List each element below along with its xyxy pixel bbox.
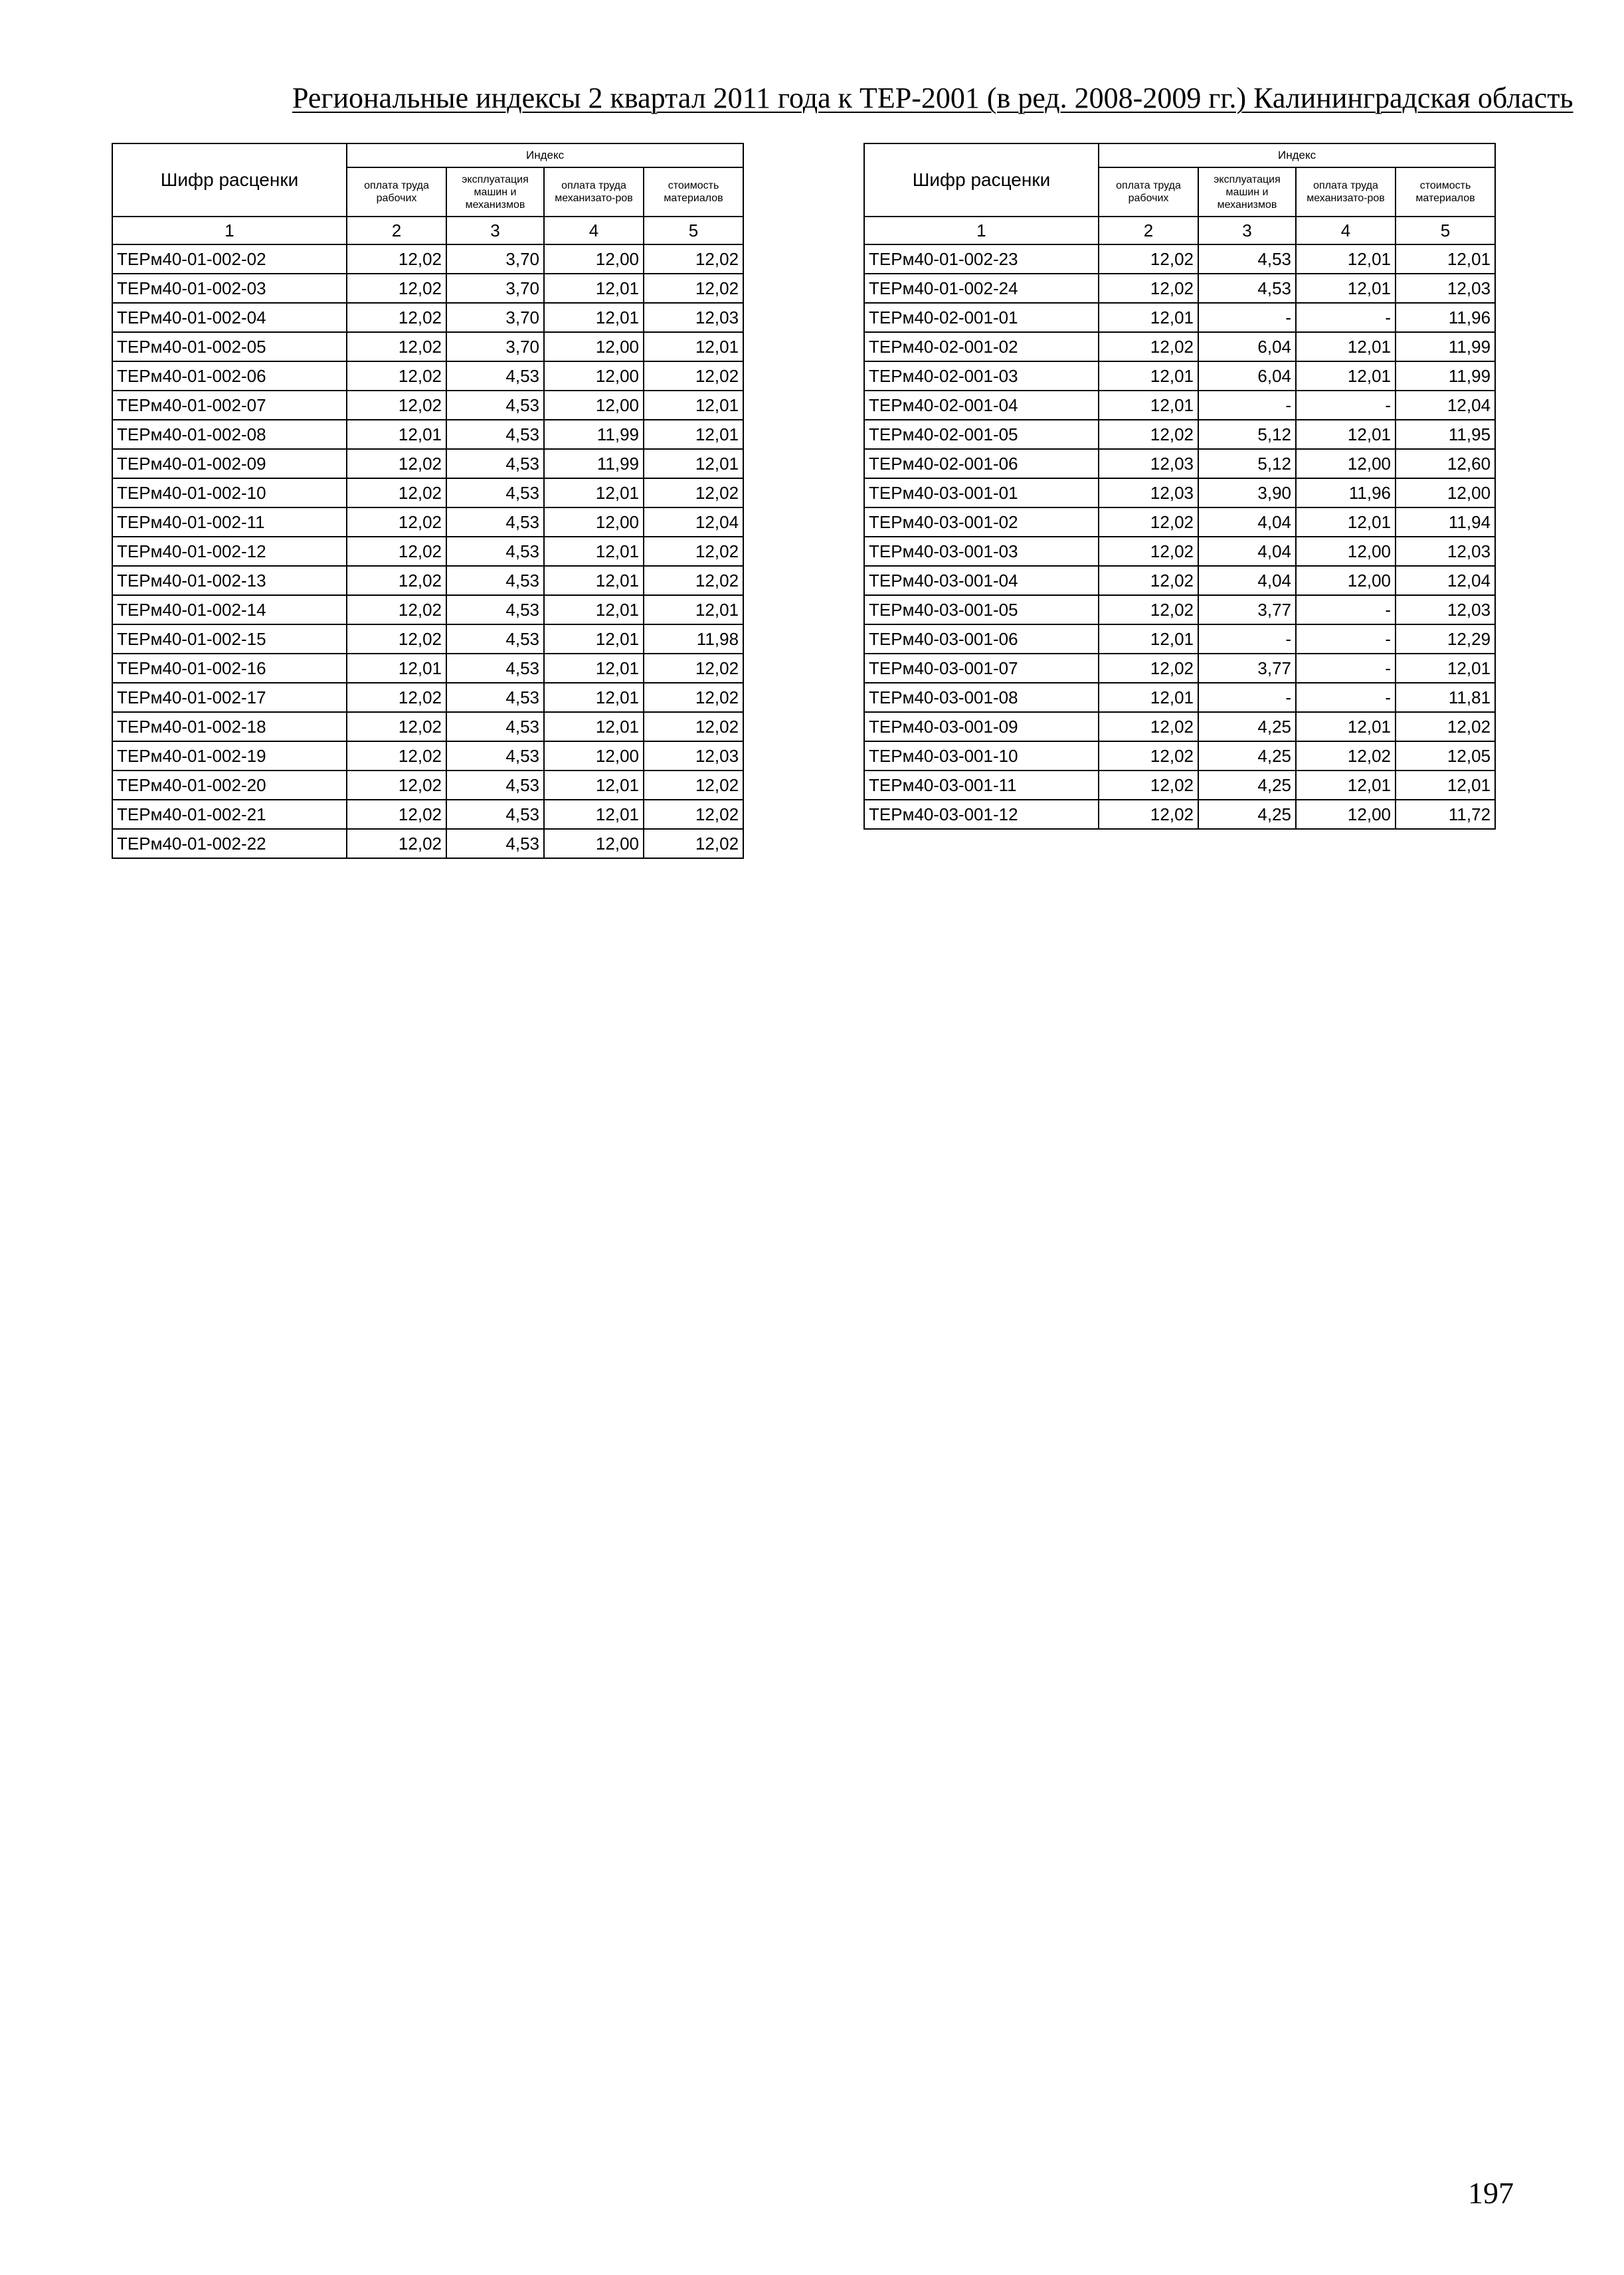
index-value-cell: 4,53	[446, 712, 544, 741]
index-value-cell: 12,02	[1396, 712, 1495, 741]
rate-code-cell: ТЕРм40-01-002-21	[112, 800, 347, 829]
index-value-cell: 12,02	[644, 683, 743, 712]
index-value-cell: 12,02	[644, 800, 743, 829]
index-value-cell: 12,01	[1099, 624, 1198, 654]
header-col-number: 2	[347, 217, 446, 244]
index-value-cell: 3,70	[446, 244, 544, 274]
index-value-cell: 12,02	[644, 566, 743, 595]
index-value-cell: 11,99	[544, 420, 644, 449]
index-value-cell: 6,04	[1198, 332, 1296, 361]
index-value-cell: 11,99	[1396, 332, 1495, 361]
rate-code-cell: ТЕРм40-01-002-06	[112, 361, 347, 391]
index-value-cell: 12,02	[1099, 507, 1198, 537]
table-row	[112, 800, 743, 829]
index-value-cell: 12,00	[544, 361, 644, 391]
index-value-cell: 12,00	[544, 244, 644, 274]
rate-code-cell: ТЕРм40-02-001-06	[864, 449, 1099, 478]
index-value-cell: 4,53	[446, 478, 544, 507]
index-value-cell: 11,96	[1296, 478, 1396, 507]
index-value-cell: 3,70	[446, 332, 544, 361]
index-value-cell: 12,01	[644, 420, 743, 449]
table-row	[112, 449, 743, 478]
table-row	[864, 361, 1495, 391]
table-row	[864, 507, 1495, 537]
index-value-cell: 12,00	[544, 741, 644, 771]
table-row	[864, 683, 1495, 712]
table-row	[112, 595, 743, 624]
index-value-cell: -	[1198, 391, 1296, 420]
rate-code-cell: ТЕРм40-03-001-04	[864, 566, 1099, 595]
index-value-cell: 5,12	[1198, 420, 1296, 449]
header-col-number: 3	[446, 217, 544, 244]
index-value-cell: 11,99	[544, 449, 644, 478]
index-value-cell: 12,02	[644, 361, 743, 391]
header-col-number: 4	[544, 217, 644, 244]
table-row	[864, 771, 1495, 800]
index-value-cell: 4,53	[446, 741, 544, 771]
table-row	[864, 654, 1495, 683]
table-row	[112, 361, 743, 391]
index-value-cell: 12,02	[644, 274, 743, 303]
rate-code-cell: ТЕРм40-03-001-12	[864, 800, 1099, 829]
index-value-cell: 12,00	[1296, 537, 1396, 566]
header-machines: эксплуатация машин и механизмов	[1198, 167, 1296, 217]
rate-code-cell: ТЕРм40-01-002-24	[864, 274, 1099, 303]
index-value-cell: 12,02	[644, 537, 743, 566]
index-value-cell: 12,02	[1099, 654, 1198, 683]
index-value-cell: 12,00	[544, 829, 644, 858]
rate-code-cell: ТЕРм40-03-001-07	[864, 654, 1099, 683]
index-value-cell: 12,01	[1396, 771, 1495, 800]
index-value-cell: 12,01	[544, 624, 644, 654]
index-value-cell: 3,70	[446, 274, 544, 303]
table-row	[864, 274, 1495, 303]
table-body-right	[864, 244, 1495, 829]
rate-code-cell: ТЕРм40-01-002-18	[112, 712, 347, 741]
index-value-cell: 12,02	[347, 829, 446, 858]
index-value-cell: 12,03	[1396, 274, 1495, 303]
index-value-cell: 12,02	[347, 741, 446, 771]
page-number: 197	[1468, 2176, 1514, 2210]
index-value-cell: 4,53	[446, 624, 544, 654]
index-value-cell: 12,01	[1099, 361, 1198, 391]
index-value-cell: 12,02	[347, 624, 446, 654]
index-value-cell: -	[1198, 624, 1296, 654]
rate-code-cell: ТЕРм40-01-002-17	[112, 683, 347, 712]
index-value-cell: 12,00	[1296, 566, 1396, 595]
rate-code-cell: ТЕРм40-02-001-02	[864, 332, 1099, 361]
table-row	[864, 420, 1495, 449]
index-value-cell: 12,02	[347, 595, 446, 624]
rate-code-cell: ТЕРм40-01-002-14	[112, 595, 347, 624]
index-value-cell: 12,03	[1396, 537, 1495, 566]
rate-code-cell: ТЕРм40-01-002-07	[112, 391, 347, 420]
index-value-cell: 12,00	[1296, 449, 1396, 478]
index-value-cell: 4,04	[1198, 537, 1296, 566]
index-value-cell: 12,02	[644, 771, 743, 800]
index-value-cell: 4,53	[446, 361, 544, 391]
index-value-cell: 12,60	[1396, 449, 1495, 478]
table-row	[864, 391, 1495, 420]
index-value-cell: 12,01	[644, 449, 743, 478]
header-materials: стоимость материалов	[644, 167, 743, 217]
index-value-cell: 4,53	[446, 595, 544, 624]
index-value-cell: 12,02	[347, 537, 446, 566]
index-value-cell: 4,25	[1198, 741, 1296, 771]
index-value-cell: 12,02	[1099, 741, 1198, 771]
table-row	[864, 595, 1495, 624]
table-row	[112, 478, 743, 507]
rate-code-cell: ТЕРм40-01-002-11	[112, 507, 347, 537]
index-value-cell: 12,02	[347, 274, 446, 303]
rate-code-cell: ТЕРм40-03-001-05	[864, 595, 1099, 624]
index-value-cell: 12,01	[1296, 771, 1396, 800]
index-value-cell: -	[1296, 391, 1396, 420]
table-row	[864, 478, 1495, 507]
table-row	[112, 566, 743, 595]
index-value-cell: 12,01	[1099, 683, 1198, 712]
rate-code-cell: ТЕРм40-02-001-04	[864, 391, 1099, 420]
index-value-cell: 12,01	[644, 595, 743, 624]
table-row	[112, 683, 743, 712]
rate-code-cell: ТЕРм40-03-001-01	[864, 478, 1099, 507]
index-value-cell: 12,01	[1296, 712, 1396, 741]
index-value-cell: 12,01	[347, 654, 446, 683]
table-row	[112, 420, 743, 449]
index-value-cell: 4,53	[446, 771, 544, 800]
index-value-cell: 12,02	[347, 391, 446, 420]
rate-code-cell: ТЕРм40-01-002-15	[112, 624, 347, 654]
rate-code-cell: ТЕРм40-01-002-05	[112, 332, 347, 361]
index-value-cell: 11,94	[1396, 507, 1495, 537]
index-value-cell: 11,98	[644, 624, 743, 654]
rate-code-cell: ТЕРм40-03-001-02	[864, 507, 1099, 537]
index-value-cell: 12,00	[1296, 800, 1396, 829]
index-value-cell: 12,02	[1296, 741, 1396, 771]
rate-code-cell: ТЕРм40-02-001-05	[864, 420, 1099, 449]
header-labor-operators: оплата труда механизато-ров	[1296, 167, 1396, 217]
index-value-cell: 12,00	[544, 507, 644, 537]
index-value-cell: -	[1296, 683, 1396, 712]
index-value-cell: 12,02	[1099, 800, 1198, 829]
index-value-cell: 12,02	[347, 478, 446, 507]
index-value-cell: 3,77	[1198, 595, 1296, 624]
header-labor-workers: оплата труда рабочих	[347, 167, 446, 217]
index-value-cell: 4,25	[1198, 800, 1296, 829]
rate-code-cell: ТЕРм40-01-002-09	[112, 449, 347, 478]
index-value-cell: 12,02	[347, 566, 446, 595]
index-value-cell: 4,53	[446, 829, 544, 858]
table-row	[112, 391, 743, 420]
table-row	[112, 771, 743, 800]
rate-code-cell: ТЕРм40-01-002-22	[112, 829, 347, 858]
index-value-cell: 12,29	[1396, 624, 1495, 654]
index-value-cell: 12,02	[347, 771, 446, 800]
table-row	[112, 303, 743, 332]
index-value-cell: 4,53	[446, 654, 544, 683]
rate-code-cell: ТЕРм40-01-002-20	[112, 771, 347, 800]
index-value-cell: 12,02	[1099, 332, 1198, 361]
index-value-cell: 12,02	[644, 244, 743, 274]
index-value-cell: 12,01	[544, 478, 644, 507]
index-value-cell: 12,04	[1396, 566, 1495, 595]
table-row	[112, 654, 743, 683]
table-row	[864, 741, 1495, 771]
index-value-cell: 3,77	[1198, 654, 1296, 683]
index-value-cell: 4,53	[446, 537, 544, 566]
index-value-cell: 12,04	[1396, 391, 1495, 420]
header-machines: эксплуатация машин и механизмов	[446, 167, 544, 217]
index-value-cell: 12,01	[1396, 654, 1495, 683]
index-value-cell: 12,01	[644, 391, 743, 420]
index-value-cell: 12,02	[644, 829, 743, 858]
rate-code-cell: ТЕРм40-01-002-16	[112, 654, 347, 683]
index-value-cell: 12,03	[644, 303, 743, 332]
index-value-cell: 12,01	[544, 654, 644, 683]
header-code: Шифр расценки	[112, 143, 347, 217]
index-value-cell: 12,01	[1296, 274, 1396, 303]
index-value-cell: 12,01	[1296, 361, 1396, 391]
index-value-cell: -	[1296, 595, 1396, 624]
index-value-cell: 12,01	[1396, 244, 1495, 274]
index-value-cell: 12,02	[1099, 566, 1198, 595]
index-value-cell: 4,53	[446, 800, 544, 829]
index-value-cell: 4,53	[446, 449, 544, 478]
index-value-cell: 4,53	[1198, 274, 1296, 303]
index-table-left	[112, 143, 744, 859]
index-value-cell: 11,72	[1396, 800, 1495, 829]
index-value-cell: 12,01	[1296, 507, 1396, 537]
index-value-cell: 12,01	[1296, 420, 1396, 449]
table-row	[864, 332, 1495, 361]
index-value-cell: 12,01	[544, 274, 644, 303]
index-value-cell: -	[1296, 654, 1396, 683]
index-value-cell: 12,02	[347, 332, 446, 361]
rate-code-cell: ТЕРм40-03-001-11	[864, 771, 1099, 800]
rate-code-cell: ТЕРм40-03-001-03	[864, 537, 1099, 566]
table-row	[864, 566, 1495, 595]
page-title: Региональные индексы 2 квартал 2011 года к ТЕР-2001 (в ред. 2008-2009 гг.) Калининградская область	[292, 82, 1574, 114]
header-col-number: 5	[644, 217, 743, 244]
index-value-cell: 4,04	[1198, 507, 1296, 537]
index-value-cell: 12,00	[544, 332, 644, 361]
index-value-cell: 11,99	[1396, 361, 1495, 391]
rate-code-cell: ТЕРм40-01-002-08	[112, 420, 347, 449]
rate-code-cell: ТЕРм40-01-002-03	[112, 274, 347, 303]
index-value-cell: 12,01	[1296, 332, 1396, 361]
table-row	[112, 332, 743, 361]
index-value-cell: 4,53	[446, 391, 544, 420]
rate-code-cell: ТЕРм40-03-001-09	[864, 712, 1099, 741]
header-code: Шифр расценки	[864, 143, 1099, 217]
rate-code-cell: ТЕРм40-01-002-12	[112, 537, 347, 566]
table-row	[864, 449, 1495, 478]
index-value-cell: 12,00	[1396, 478, 1495, 507]
index-value-cell: 12,01	[544, 771, 644, 800]
table-body-left	[112, 244, 743, 858]
rate-code-cell: ТЕРм40-01-002-10	[112, 478, 347, 507]
index-value-cell: 12,01	[1099, 391, 1198, 420]
index-value-cell: 12,02	[1099, 537, 1198, 566]
index-value-cell: 12,01	[544, 566, 644, 595]
index-value-cell: -	[1296, 303, 1396, 332]
index-value-cell: 11,95	[1396, 420, 1495, 449]
index-value-cell: 12,02	[347, 507, 446, 537]
index-value-cell: 12,00	[544, 391, 644, 420]
index-value-cell: 4,53	[1198, 244, 1296, 274]
header-materials: стоимость материалов	[1396, 167, 1495, 217]
rate-code-cell: ТЕРм40-01-002-02	[112, 244, 347, 274]
rate-code-cell: ТЕРм40-03-001-08	[864, 683, 1099, 712]
header-labor-workers: оплата труда рабочих	[1099, 167, 1198, 217]
table-row	[112, 624, 743, 654]
index-value-cell: 12,02	[1099, 420, 1198, 449]
index-value-cell: 12,02	[347, 712, 446, 741]
header-col-number: 1	[864, 217, 1099, 244]
rate-code-cell: ТЕРм40-01-002-13	[112, 566, 347, 595]
index-table-right	[863, 143, 1496, 830]
index-value-cell: 12,02	[347, 449, 446, 478]
rate-code-cell: ТЕРм40-03-001-10	[864, 741, 1099, 771]
index-value-cell: 12,02	[1099, 274, 1198, 303]
index-value-cell: 12,02	[347, 683, 446, 712]
index-value-cell: 11,96	[1396, 303, 1495, 332]
index-value-cell: 12,03	[1099, 449, 1198, 478]
header-labor-operators: оплата труда механизато-ров	[544, 167, 644, 217]
index-value-cell: 3,90	[1198, 478, 1296, 507]
table-row	[112, 537, 743, 566]
index-value-cell: 12,01	[544, 537, 644, 566]
index-value-cell: 4,53	[446, 507, 544, 537]
index-value-cell: 12,02	[347, 361, 446, 391]
index-value-cell: 12,01	[1296, 244, 1396, 274]
index-value-cell: -	[1198, 303, 1296, 332]
index-value-cell: 4,53	[446, 566, 544, 595]
table-row	[112, 507, 743, 537]
index-value-cell: 12,02	[347, 800, 446, 829]
header-col-number: 3	[1198, 217, 1296, 244]
header-col-number: 5	[1396, 217, 1495, 244]
index-value-cell: 12,02	[644, 712, 743, 741]
table-row	[864, 303, 1495, 332]
table-row	[112, 244, 743, 274]
rate-code-cell: ТЕРм40-02-001-03	[864, 361, 1099, 391]
table-row	[864, 624, 1495, 654]
index-value-cell: 4,53	[446, 683, 544, 712]
index-value-cell: 12,03	[1396, 595, 1495, 624]
index-value-cell: 6,04	[1198, 361, 1296, 391]
index-value-cell: 12,04	[644, 507, 743, 537]
header-index-group: Индекс	[347, 143, 743, 167]
index-value-cell: 4,53	[446, 420, 544, 449]
index-value-cell: 12,02	[1099, 244, 1198, 274]
index-value-cell: 12,05	[1396, 741, 1495, 771]
table-row	[864, 244, 1495, 274]
index-value-cell: 12,02	[347, 303, 446, 332]
index-value-cell: 12,01	[644, 332, 743, 361]
index-value-cell: 12,02	[1099, 712, 1198, 741]
table-row	[112, 274, 743, 303]
index-value-cell: 12,02	[1099, 595, 1198, 624]
index-value-cell: 12,01	[544, 712, 644, 741]
index-value-cell: 12,02	[347, 244, 446, 274]
header-col-number: 2	[1099, 217, 1198, 244]
rate-code-cell: ТЕРм40-03-001-06	[864, 624, 1099, 654]
header-index-group: Индекс	[1099, 143, 1495, 167]
index-value-cell: 12,02	[644, 478, 743, 507]
index-value-cell: 4,25	[1198, 712, 1296, 741]
index-value-cell: 5,12	[1198, 449, 1296, 478]
index-value-cell: 12,01	[544, 800, 644, 829]
rate-code-cell: ТЕРм40-01-002-19	[112, 741, 347, 771]
rate-code-cell: ТЕРм40-01-002-04	[112, 303, 347, 332]
index-value-cell: 12,01	[347, 420, 446, 449]
index-value-cell: -	[1296, 624, 1396, 654]
table-row	[112, 741, 743, 771]
table-row	[864, 800, 1495, 829]
index-value-cell: 12,01	[544, 303, 644, 332]
rate-code-cell: ТЕРм40-02-001-01	[864, 303, 1099, 332]
header-col-number: 4	[1296, 217, 1396, 244]
table-row	[112, 829, 743, 858]
header-col-number: 1	[112, 217, 347, 244]
index-value-cell: 11,81	[1396, 683, 1495, 712]
index-value-cell: 12,01	[544, 683, 644, 712]
table-row	[864, 712, 1495, 741]
table-row	[864, 537, 1495, 566]
index-value-cell: 12,01	[1099, 303, 1198, 332]
index-value-cell: 12,03	[644, 741, 743, 771]
index-value-cell: 4,04	[1198, 566, 1296, 595]
index-value-cell: -	[1198, 683, 1296, 712]
rate-code-cell: ТЕРм40-01-002-23	[864, 244, 1099, 274]
table-row	[112, 712, 743, 741]
index-value-cell: 12,03	[1099, 478, 1198, 507]
index-value-cell: 3,70	[446, 303, 544, 332]
index-value-cell: 12,02	[1099, 771, 1198, 800]
index-value-cell: 4,25	[1198, 771, 1296, 800]
index-value-cell: 12,01	[544, 595, 644, 624]
index-value-cell: 12,02	[644, 654, 743, 683]
